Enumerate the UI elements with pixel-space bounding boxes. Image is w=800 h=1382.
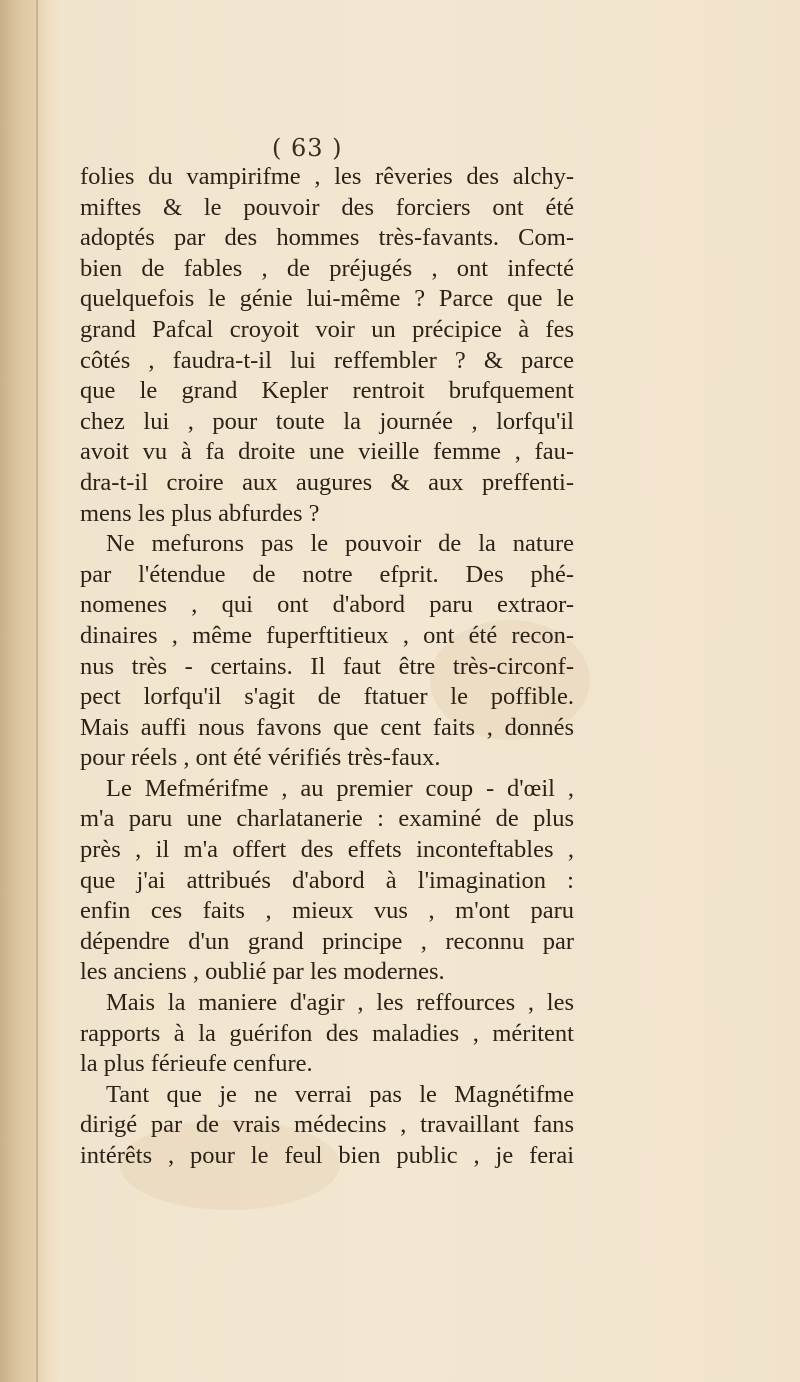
- text-line: rapports à la guérifon des maladies , méritent: [80, 1019, 574, 1047]
- text-line: pour réels , ont été vérifiés très-faux.: [80, 744, 441, 772]
- binding-edge: [0, 0, 48, 1382]
- text-line: côtés , faudra-t-il lui reffembler ? & parce: [80, 346, 574, 374]
- text-line: nus très - certains. Il faut être très-circonf-: [80, 652, 574, 680]
- text-line: par l'étendue de notre efprit. Des phé-: [80, 560, 574, 588]
- text-line: grand Pafcal croyoit voir un précipice à fes: [80, 315, 574, 343]
- text-line: miftes & le pouvoir des forciers ont été: [80, 193, 574, 221]
- text-line: Ne mefurons pas le pouvoir de la nature: [106, 530, 574, 558]
- text-line: Le Mefmérifme , au premier coup - d'œil ,: [106, 774, 574, 802]
- gutter-line: [36, 0, 38, 1382]
- text-line: près , il m'a offert des effets inconteftables ,: [80, 836, 574, 864]
- page-number: ( 63 ): [272, 134, 343, 162]
- text-line: que j'ai attribués d'abord à l'imagination :: [80, 866, 574, 894]
- text-line: Tant que je ne verrai pas le Magnétifme: [106, 1080, 574, 1108]
- text-line: enfin ces faits , mieux vus , m'ont paru: [80, 897, 574, 925]
- body-text: [80, 162, 574, 1172]
- text-line: les anciens , oublié par les modernes.: [80, 958, 445, 986]
- text-line: dirigé par de vrais médecins , travaillant fans: [80, 1111, 574, 1139]
- text-line: intérêts , pour le feul bien public , je ferai: [80, 1142, 574, 1169]
- text-line: pect lorfqu'il s'agit de ftatuer le poffible.: [80, 683, 574, 711]
- text-line: m'a paru une charlatanerie : examiné de plus: [80, 805, 574, 833]
- text-line: bien de fables , de préjugés , ont infecté: [80, 254, 574, 282]
- text-line: avoit vu à fa droite une vieille femme , fau-: [80, 438, 574, 466]
- text-line: Mais auffi nous favons que cent faits , donnés: [80, 713, 574, 741]
- text-line: Mais la maniere d'agir , les reffources , les: [106, 989, 574, 1017]
- text-line: quelquefois le génie lui-même ? Parce que le: [80, 285, 574, 313]
- text-line: dra-t-il croire aux augures & aux preffenti-: [80, 468, 574, 496]
- text-line: dinaires , même fuperftitieux , ont été recon-: [80, 621, 574, 649]
- text-line: folies du vampirifme , les rêveries des alchy-: [80, 163, 574, 190]
- text-line: dépendre d'un grand principe , reconnu par: [80, 927, 574, 955]
- text-line: chez lui , pour toute la journée , lorfqu'il: [80, 407, 574, 435]
- text-line: adoptés par des hommes très-favants. Com-: [80, 224, 574, 252]
- text-line: mens les plus abfurdes ?: [80, 499, 320, 527]
- text-line: nomenes , qui ont d'abord paru extraor-: [80, 591, 574, 619]
- text-line: la plus férieufe cenfure.: [80, 1050, 313, 1078]
- text-line: que le grand Kepler rentroit brufquement: [80, 377, 574, 405]
